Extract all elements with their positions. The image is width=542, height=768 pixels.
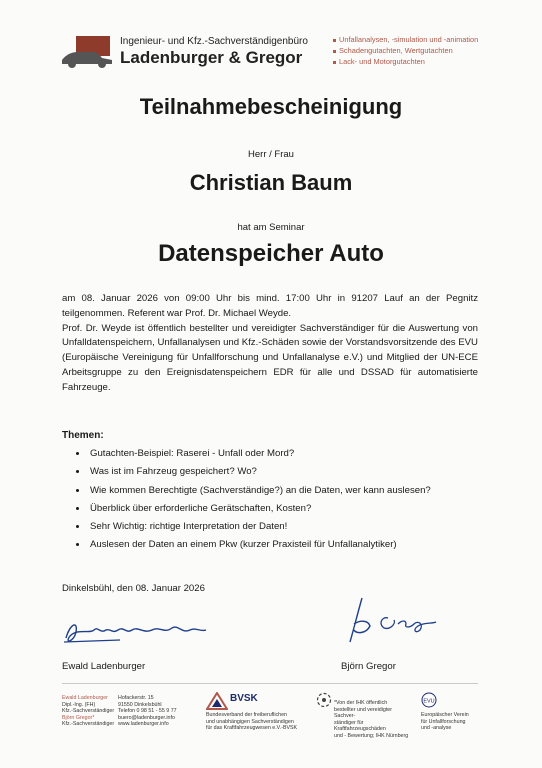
body-text [62,292,478,396]
footer-text: ständiger für Kraftfahrzeugschäden [334,719,386,733]
bullet-icon [76,507,79,510]
bullet-icon [76,452,79,455]
ihk-logo-icon [316,692,332,708]
footer-text: www.ladenburger.info [118,721,169,728]
body-paragraph: am 08. Januar 2026 von 09:00 Uhr bis mind. 17:00 Uhr in 91207 Lauf an der Pegnitz teilgenommen. Referent war Prof. Dr. Michael Weyde. [62,293,478,319]
service-item: Lack- und Motorgutachten [333,56,478,67]
bullet-icon [76,543,79,546]
list-item: Überblick über erforderliche Gerätschaften, Kosten? [76,500,431,518]
signature-right [340,594,445,646]
signature-left [60,612,220,648]
signer-right-name: Björn Gregor [341,661,396,672]
footer-text: Bundesverband der freiberuflichen [206,712,287,718]
seminar-intro: hat am Seminar [237,222,305,233]
bvsk-name: BVSK [230,693,258,704]
participant-name: Christian Baum [189,170,353,195]
bullet-icon [76,489,79,492]
footer-text: buero@ladenburger.info [118,714,175,721]
services-list [333,34,478,67]
square-bullet-icon [333,39,336,42]
body-paragraph: Prof. Dr. Weyde ist öffentlich bestellter und vereidigter Sachverständiger für die Auswertung von Unfalldatenspeichern, Unfallanalysen und Kfz.-Schäden sowie der Vorstandsvorsitzende des EVU (Europäische Vereinigung für Unfallforschung und Unfallanalyse e.V.) und Mitglied der UN-ECE Arbeitsgruppe zu den Ereignisdatenspeichern EDR für alle und DSSAD für automatisierte Fahrzeuge. [62,322,478,393]
bvsk-logo-icon [206,692,228,710]
themes-heading: Themen: [62,430,104,441]
footer-text: bestellter und vereidigter Sachver- [334,706,393,720]
list-item: Gutachten-Beispiel: Raserei - Unfall oder Mord? [76,445,431,463]
footer-text: für das Kraftfahrzeugwesen e.V.-BVSK [206,725,298,732]
bullet-icon [76,525,79,528]
footer-divider [62,683,478,684]
salutation: Herr / Frau [248,149,294,160]
service-item: Unfallanalysen, -simulation und -animation [333,34,478,45]
footer-text: *Von der IHK öffentlich [334,700,388,706]
square-bullet-icon [333,61,336,64]
document-title: Teilnahmebescheinigung [139,94,403,119]
svg-text:EVU: EVU [423,698,435,705]
signer-left-name: Ewald Ladenburger [62,661,146,672]
evu-logo-icon [421,692,437,708]
footer-text: für Unfallforschung [421,718,466,725]
firm-subtitle: Ingenieur- und Kfz.-Sachverständigenbüro [120,36,308,47]
footer-text: Telefon 0 98 51 - 55 9 77 [118,708,177,715]
footer-ihk-text [334,700,414,740]
bullet-icon [76,470,79,473]
firm-name: Ladenburger & Gregor [120,48,303,67]
square-bullet-icon [333,50,336,53]
footer-bvsk-text [206,712,297,732]
themes-list [76,445,431,555]
footer-address [118,695,177,728]
footer-text: Hofackerstr. 15 [118,695,154,701]
footer-text: Ewald Ladenburger [62,695,108,701]
list-item: Was ist im Fahrzeug gespeichert? Wo? [76,463,431,481]
footer-evu-text [421,712,469,732]
list-item: Auslesen der Daten an einem Pkw (kurzer Praxisteil für Unfallanalytiker) [76,536,431,554]
list-item: Sehr Wichtig: richtige Interpretation der Daten! [76,518,431,536]
footer-text: Björn Gregor* [62,714,95,721]
footer-text: Europäischer Verein [421,712,469,718]
footer-text: Kfz.-Sachverständiger [62,708,115,715]
footer-text: und -analyse [421,725,452,732]
list-item: Wie kommen Berechtigte (Sachverständige?) an die Daten, wer kann auslesen? [76,482,431,500]
seminar-title: Datenspeicher Auto [158,240,384,267]
footer-contact-persons [62,695,114,728]
footer-text: 91550 Dinkelsbühl [118,701,162,708]
footer-text: und - Bewertung; IHK Nürnberg [334,732,409,739]
company-logo [62,34,114,70]
footer-text: Kfz.-Sachverständiger [62,721,115,728]
place-date: Dinkelsbühl, den 08. Januar 2026 [62,583,205,594]
service-item: Schadengutachten, Wertgutachten [333,45,478,56]
footer-text: und unabhängigen Sachverständigen [206,718,294,725]
footer-text: Dipl.-Ing. (FH) [62,701,96,708]
